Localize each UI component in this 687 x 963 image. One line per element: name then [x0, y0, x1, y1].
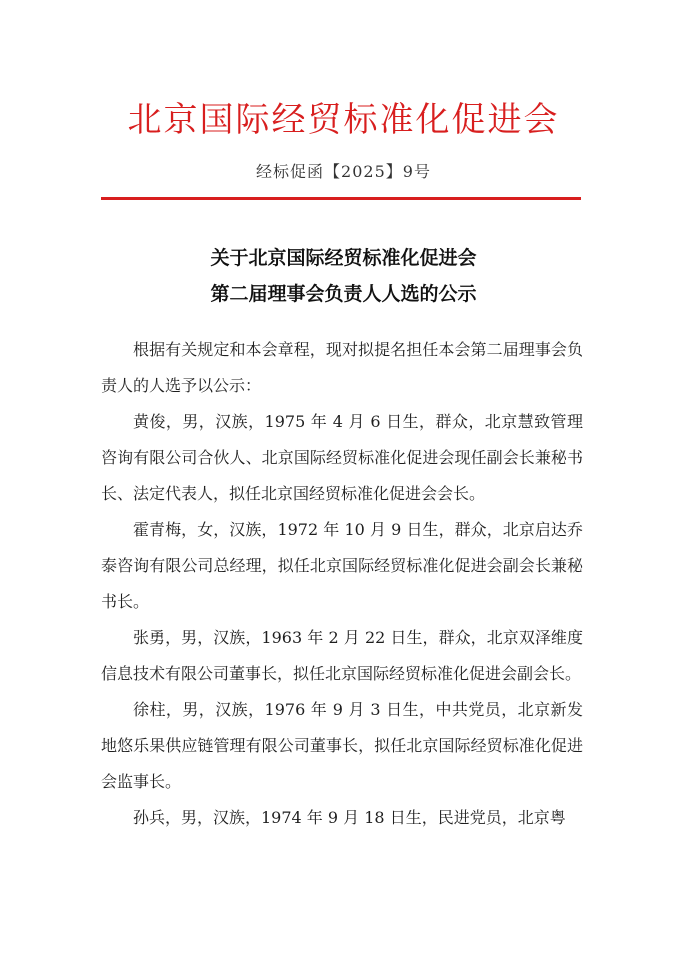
notice-body [101, 332, 583, 836]
candidate-paragraph: 孙兵，男，汉族，1974 年 9 月 18 日生，民进党员，北京粤 [133, 808, 566, 827]
organization-title: 北京国际经贸标准化促进会 [127, 100, 560, 140]
candidate-paragraph: 张勇，男，汉族，1963 年 2 月 22 日生，群众，北京双泽维度信息技术有限公司董事长，拟任北京国际经贸标准化促进会副会长。 [101, 628, 583, 683]
intro-paragraph: 根据有关规定和本会章程，现对拟提名担任本会第二届理事会负责人的人选予以公示： [101, 340, 583, 395]
notice-title [0, 240, 687, 312]
notice-title-line-2: 第二届理事会负责人人选的公示 [210, 283, 477, 305]
notice-title-line-1: 关于北京国际经贸标准化促进会 [210, 247, 477, 269]
candidate-paragraph: 霍青梅，女，汉族，1972 年 10 月 9 日生，群众，北京启达乔泰咨询有限公司总经理，拟任北京国际经贸标准化促进会副会长兼秘书长。 [101, 520, 583, 611]
red-separator-line [101, 197, 581, 200]
document-number: 经标促函【2025】9号 [256, 162, 431, 181]
candidate-paragraph: 黄俊，男，汉族，1975 年 4 月 6 日生，群众，北京慧致管理咨询有限公司合伙人、北京国际经贸标准化促进会现任副会长兼秘书长、法定代表人，拟任北京国经贸标准化促进会会长。 [101, 412, 583, 503]
candidate-paragraph: 徐柱，男，汉族，1976 年 9 月 3 日生，中共党员，北京新发地悠乐果供应链管理有限公司董事长，拟任北京国际经贸标准化促进会监事长。 [101, 700, 583, 791]
